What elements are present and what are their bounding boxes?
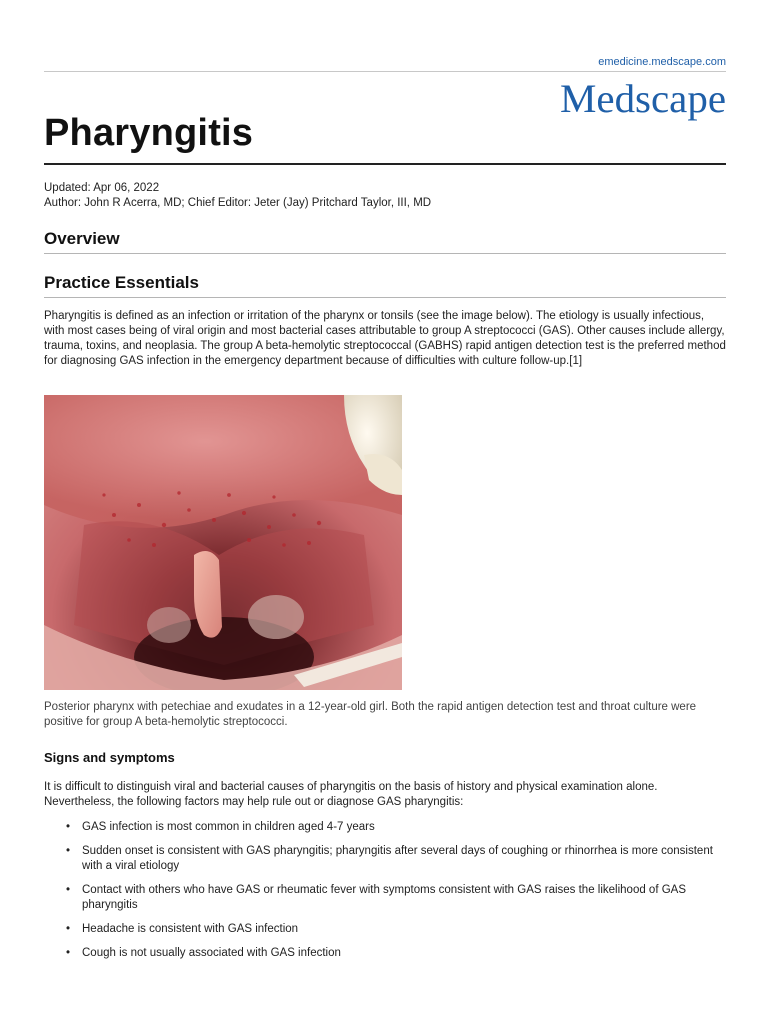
- site-url-link[interactable]: emedicine.medscape.com: [598, 56, 726, 68]
- bullet-marker: •: [66, 884, 71, 896]
- list-item-text: Sudden onset is consistent with GAS pharyngitis; pharyngitis after several days of coughing or rhinorrhea is more consistent with a viral etiology: [82, 845, 713, 872]
- signs-heading: Signs and symptoms: [44, 750, 175, 765]
- bullet-marker: •: [66, 923, 71, 935]
- bullet-marker: •: [66, 821, 71, 833]
- list-item: [64, 883, 726, 913]
- list-item: [64, 844, 726, 874]
- practice-essentials-divider: [44, 297, 726, 298]
- bullet-marker: •: [66, 845, 71, 857]
- signs-list: [64, 820, 726, 970]
- list-item-text: Headache is consistent with GAS infection: [82, 923, 299, 935]
- page-title: Pharyngitis: [44, 112, 254, 154]
- overview-heading: Overview: [44, 229, 120, 248]
- bullet-marker: •: [66, 947, 71, 959]
- practice-essentials-heading: Practice Essentials: [44, 273, 199, 292]
- intro-paragraph: Pharyngitis is defined as an infection or irritation of the pharynx or tonsils (see the image below). The etiology is usually infectious, with most cases being of viral origin and most bacterial cases attributable to group A streptococci (GAS). Other causes include allergy, trauma, toxins, and neoplasia. The group A beta-hemolytic streptococcal (GABHS) rapid antigen detection test is the preferred method for diagnosing GAS infection in the emergency department because of difficulties with culture follow-up.[1]: [44, 310, 726, 367]
- svg-text:Medscape: Medscape: [560, 80, 726, 121]
- list-item-text: Cough is not usually associated with GAS infection: [82, 947, 341, 959]
- signs-paragraph: It is difficult to distinguish viral and bacterial causes of pharyngitis on the basis of history and physical examination alone. Nevertheless, the following factors may help rule out or diagnose GAS pharyngitis:: [44, 781, 658, 808]
- list-item: [64, 922, 726, 937]
- figure-caption: Posterior pharynx with petechiae and exudates in a 12-year-old girl. Both the rapid antigen detection test and throat culture were positive for group A beta-hemolytic streptococci.: [44, 701, 697, 728]
- list-item: [64, 946, 726, 961]
- author-line: Author: John R Acerra, MD; Chief Editor: Jeter (Jay) Pritchard Taylor, III, MD: [44, 197, 432, 209]
- title-divider: [44, 163, 726, 165]
- list-item: [64, 820, 726, 835]
- header-divider: [44, 71, 726, 72]
- medscape-logo[interactable]: [560, 80, 726, 122]
- article-meta: [44, 181, 431, 211]
- pharynx-photo: [44, 395, 402, 690]
- updated-date: Updated: Apr 06, 2022: [44, 182, 160, 194]
- overview-divider: [44, 253, 726, 254]
- list-item-text: Contact with others who have GAS or rheumatic fever with symptoms consistent with GAS raises the likelihood of GAS pharyngitis: [82, 884, 687, 911]
- list-item-text: GAS infection is most common in children aged 4-7 years: [82, 821, 375, 833]
